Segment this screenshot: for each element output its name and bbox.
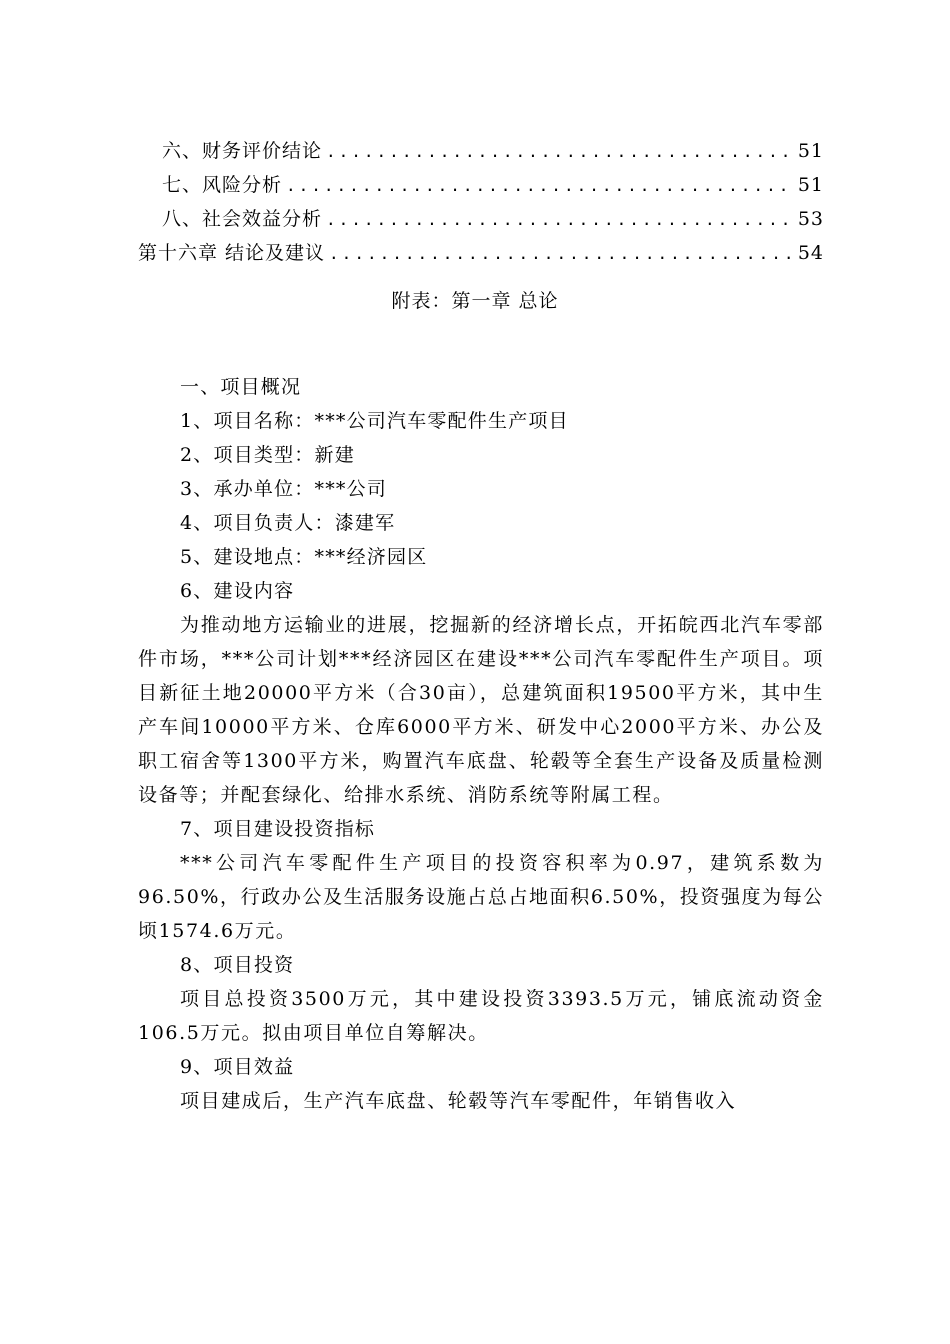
toc-entry[interactable]	[138, 204, 824, 238]
toc-entry-page: 51	[797, 174, 824, 196]
paragraph-project-benefits: 项目建成后，生产汽车底盘、轮毂等汽车零配件，年销售收入	[180, 1090, 737, 1112]
toc-entry[interactable]	[138, 170, 824, 204]
table-of-contents	[138, 136, 824, 272]
toc-leader-dots	[329, 244, 794, 263]
section-heading: 一、项目概况	[180, 376, 302, 398]
item-organizer: 3、承办单位：***公司	[180, 478, 387, 500]
paragraph-construction-content: 为推动地方运输业的进展，挖掘新的经济增长点，开拓皖西北汽车零部件市场，***公司计划***经济园区在建设***公司汽车零配件生产项目。项目新征土地20000平方米（合30亩），总建筑面积19500平方米，其中生产车间10000平方米、仓库6000平方米、研发中心2000平方米、办公及职工宿舍等1300平方米，购置汽车底盘、轮毂等全套生产设备及质量检测设备等；并配套绿化、给排水系统、消防系统等附属工程。	[138, 614, 824, 806]
toc-entry-title: 六、财务评价结论	[162, 140, 323, 162]
chapter-body	[138, 370, 824, 1118]
toc-entry-title: 第十六章 结论及建议	[138, 242, 326, 264]
item-location: 5、建设地点：***经济园区	[180, 546, 428, 568]
toc-entry[interactable]	[138, 238, 824, 272]
toc-entry-page: 53	[797, 208, 824, 230]
toc-leader-dots	[286, 176, 794, 195]
toc-entry-page: 54	[797, 242, 824, 264]
appendix-chapter-title: 附表：第一章 总论	[391, 290, 559, 312]
toc-entry-page: 51	[797, 140, 824, 162]
toc-entry-title: 八、社会效益分析	[162, 208, 323, 230]
item-project-benefits: 9、项目效益	[180, 1056, 295, 1078]
item-project-name: 1、项目名称：***公司汽车零配件生产项目	[180, 410, 569, 432]
paragraph-investment-indicators: ***公司汽车零配件生产项目的投资容积率为0.97，建筑系数为96.50%，行政办公及生活服务设施占总占地面积6.50%，投资强度为每公顷1574.6万元。	[138, 852, 825, 942]
toc-entry-title: 七、风险分析	[162, 174, 283, 196]
item-investment-indicators: 7、项目建设投资指标	[180, 818, 376, 840]
item-construction-content: 6、建设内容	[180, 580, 295, 602]
item-project-type: 2、项目类型：新建	[180, 444, 355, 466]
toc-leader-dots	[326, 142, 794, 161]
paragraph-project-investment: 项目总投资3500万元，其中建设投资3393.5万元，铺底流动资金106.5万元。拟由项目单位自筹解决。	[138, 988, 824, 1044]
item-project-investment: 8、项目投资	[180, 954, 295, 976]
toc-leader-dots	[326, 210, 794, 229]
toc-entry[interactable]	[138, 136, 824, 170]
item-project-lead: 4、项目负责人：漆建军	[180, 512, 396, 534]
